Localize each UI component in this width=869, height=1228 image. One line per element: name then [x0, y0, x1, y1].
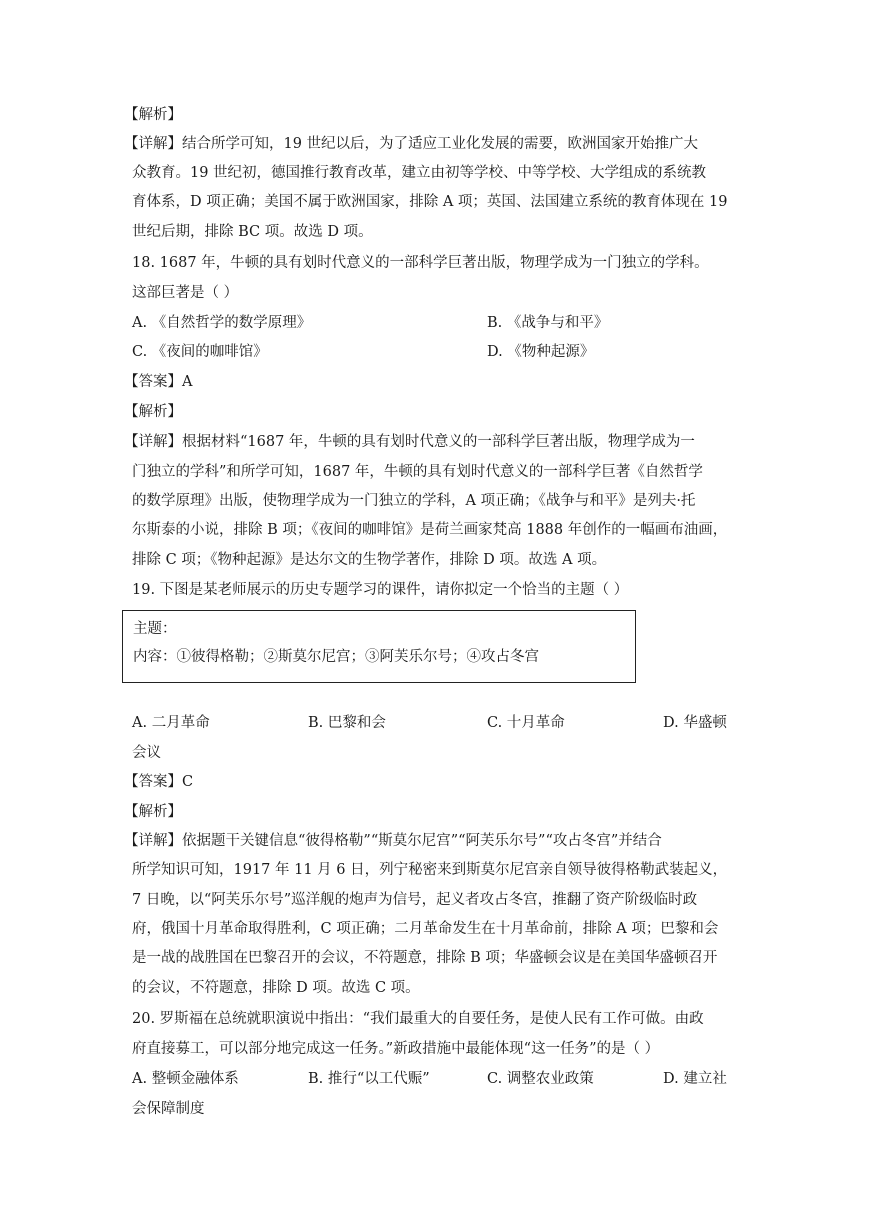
q19-answer: 【答案】C	[124, 774, 194, 790]
q18-detail-line-1: 【详解】根据材料“1687 年，牛顿的具有划时代意义的一部科学巨著出版，物理学成为一	[124, 434, 695, 450]
q17-detail-line-3: 育体系，D 项正确；美国不属于欧洲国家，排除 A 项；英国、法国建立系统的教育体现在 19	[132, 194, 728, 210]
q18-stem-line-2: 这部巨著是（ ）	[132, 285, 239, 301]
q19-detail-line-4: 府，俄国十月革命取得胜利，C 项正确；二月革命发生在十月革命前，排除 A 项；巴黎和会	[132, 921, 719, 937]
q20-stem-line-2: 府直接募工，可以部分地完成这一任务。”新政措施中最能体现“这一任务”的是（ ）	[132, 1041, 660, 1057]
q17-analysis-label: 【解析】	[124, 107, 182, 123]
q18-detail-line-2: 门独立的学科”和所学可知，1687 年，牛顿的具有划时代意义的一部科学巨著《自然哲学	[132, 464, 703, 480]
q19-box-topic: 主题：	[133, 621, 177, 637]
q17-detail-line-2: 众教育。19 世纪初，德国推行教育改革，建立由初等学校、中等学校、大学组成的系统教	[132, 165, 707, 181]
q18-option-c: C. 《夜间的咖啡馆》	[132, 344, 268, 360]
q19-stem: 19. 下图是某老师展示的历史专题学习的课件，请你拟定一个恰当的主题（ ）	[132, 582, 629, 598]
q18-answer: 【答案】A	[124, 374, 193, 390]
q19-analysis-label: 【解析】	[124, 804, 182, 820]
q18-analysis-label: 【解析】	[124, 404, 182, 420]
q19-option-d: D. 华盛顿	[663, 715, 727, 731]
q18-option-b: B. 《战争与和平》	[487, 315, 609, 331]
q20-option-a: A. 整顿金融体系	[132, 1071, 239, 1087]
q19-option-b: B. 巴黎和会	[308, 715, 386, 731]
q19-option-d-continued: 会议	[132, 745, 161, 761]
q17-detail-line-1: 【详解】结合所学可知，19 世纪以后，为了适应工业化发展的需要，欧洲国家开始推广大	[124, 136, 699, 152]
q18-option-d: D. 《物种起源》	[487, 344, 595, 360]
q20-stem-line-1: 20. 罗斯福在总统就职演说中指出：“我们最重大的自要任务，是使人民有工作可做。由政	[132, 1011, 704, 1027]
q19-detail-line-2: 所学知识可知，1917 年 11 月 6 日，列宁秘密来到斯莫尔尼宫亲自领导彼得格勒武装起义，	[132, 862, 728, 878]
q18-option-a: A. 《自然哲学的数学原理》	[132, 315, 312, 331]
q18-detail-line-4: 尔斯泰的小说，排除 B 项；《夜间的咖啡馆》是荷兰画家梵高 1888 年创作的一幅画布油画，	[132, 522, 728, 538]
q20-option-d-continued: 会保障制度	[132, 1101, 205, 1117]
q19-detail-line-1: 【详解】依据题干关键信息“彼得格勒”“斯莫尔尼宫”“阿芙乐尔号”“攻占冬宫”并结合	[124, 833, 662, 849]
q18-stem-line-1: 18. 1687 年，牛顿的具有划时代意义的一部科学巨著出版，物理学成为一门独立的学科。	[132, 255, 709, 271]
q19-detail-line-3: 7 日晚，以“阿芙乐尔号”巡洋舰的炮声为信号，起义者攻占冬宫，推翻了资产阶级临时政	[132, 892, 698, 908]
q19-box-content: 内容：①彼得格勒；②斯莫尔尼宫；③阿芙乐尔号；④攻占冬宫	[133, 649, 539, 665]
q20-option-c: C. 调整农业政策	[487, 1071, 594, 1087]
q19-option-c: C. 十月革命	[487, 715, 565, 731]
q17-detail-line-4: 世纪后期，排除 BC 项。故选 D 项。	[132, 224, 373, 240]
q19-detail-line-6: 的会议，不符题意，排除 D 项。故选 C 项。	[132, 980, 420, 996]
q20-option-d: D. 建立社	[663, 1071, 727, 1087]
q19-detail-line-5: 是一战的战胜国在巴黎召开的会议，不符题意，排除 B 项；华盛顿会议是在美国华盛顿召开	[132, 950, 718, 966]
q20-option-b: B. 推行“以工代赈”	[308, 1071, 430, 1087]
q18-detail-line-3: 的数学原理》出版，使物理学成为一门独立的学科，A 项正确；《战争与和平》是列夫·托	[132, 493, 696, 509]
q18-detail-line-5: 排除 C 项；《物种起源》是达尔文的生物学著作，排除 D 项。故选 A 项。	[132, 552, 607, 568]
q19-content-box	[122, 610, 636, 683]
q19-option-a: A. 二月革命	[132, 715, 210, 731]
